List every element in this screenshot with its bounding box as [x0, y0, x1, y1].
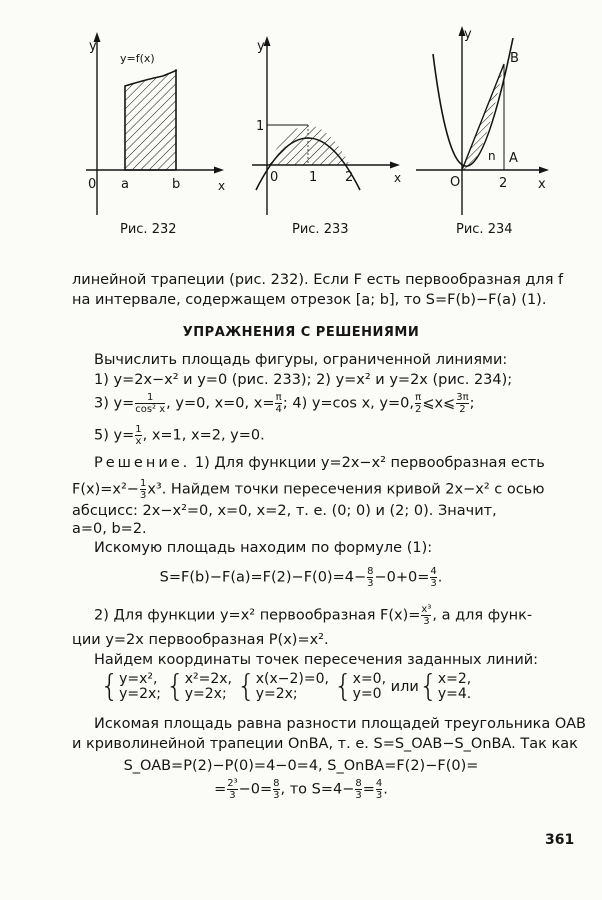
b-label: b	[172, 177, 181, 192]
y-one-label: 1	[256, 119, 265, 134]
exercise-5: 5) y= $\frac{1}{x}$ , x=1, x=2, y=0.	[94, 424, 265, 447]
fraction: $\frac{8}{3}$	[273, 778, 280, 801]
figure-232-graph	[78, 20, 228, 220]
origin-label: 0	[270, 170, 279, 185]
section-heading: УПРАЖНЕНИЯ С РЕШЕНИЯМИ	[182, 325, 420, 340]
solution-line-1: Решение. 1) Для функции y=2x−x² первообразная есть	[94, 455, 545, 471]
y-axis-label: y	[464, 27, 472, 42]
solution-2-line-1: 2) Для функции y=x² первообразная F(x)= $\frac{\text{x³}}{3}$ , а для функ-	[94, 604, 533, 627]
y-axis-label: y	[89, 39, 97, 54]
caption-233: Рис. 233	[292, 222, 349, 237]
point-a-label: A	[509, 151, 518, 166]
function-label: y=f(x)	[120, 52, 155, 65]
solution-2-line-2: ции y=2x первообразная P(x)=x².	[72, 632, 329, 648]
figure-233-graph	[244, 20, 414, 220]
fraction: $\frac{\pi}{2}$	[414, 392, 422, 415]
system-3: x(x−2)=0, y=2x;	[255, 671, 329, 702]
y-axis-label: y	[257, 39, 265, 54]
x-one-label: 1	[309, 170, 318, 185]
solution-2-line-4: Искомая площадь равна разности площадей треугольника OAB	[94, 716, 586, 732]
fraction: $\frac{\pi}{4}$	[275, 392, 282, 415]
a-label: a	[121, 177, 129, 192]
solution-line-2: F(x)=x²− $\frac{1}{3}$ x³. Найдем точки пересечения кривой 2x−x² с осью	[72, 478, 545, 501]
fraction: $\frac{3\pi}{2}$	[456, 392, 469, 415]
solution-2-line-3: Найдем координаты точек пересечения заданных линий:	[94, 652, 539, 668]
figure-234	[408, 20, 558, 220]
paragraph-line-1: линейной трапеции (рис. 232). Если F есть первообразная для f	[72, 272, 564, 288]
caption-232: Рис. 232	[120, 222, 177, 237]
exercise-1-2: 1) y=2x−x² и y=0 (рис. 233); 2) y=x² и y=2x (рис. 234);	[94, 372, 513, 388]
exercise-intro: Вычислить площадь фигуры, ограниченной линиями:	[94, 352, 508, 368]
equation-systems: {y=x², y=2x; {x²=2x, y=2x; {x(x−2)=0, y=2x; {x=0, y=0 или{x=2, y=4.	[100, 669, 472, 704]
solution-2-line-7: = $\frac{\text{2³}}{3}$ −0= $\frac{8}{3}$ , то S=4− $\frac{8}{3}$ = $\frac{4}{3}$ .	[214, 778, 388, 801]
fraction: $\frac{8}{3}$	[367, 566, 374, 589]
figure-232	[78, 20, 228, 220]
origin-label: 0	[88, 177, 97, 192]
solution-line-5: Искомую площадь находим по формуле (1):	[94, 540, 433, 556]
system-5: x=2, y=4.	[437, 671, 472, 702]
solution-line-4: a=0, b=2.	[72, 521, 147, 537]
fraction: $\frac{\text{2³}}{3}$	[227, 778, 238, 801]
fraction: $\frac{1}{3}$	[139, 478, 147, 501]
page-number: 361	[545, 832, 575, 848]
solution-line-3: абсцисс: 2x−x²=0, x=0, x=2, т. е. (0; 0) и (2; 0). Значит,	[72, 503, 497, 519]
fraction: $\frac{4}{3}$	[430, 566, 437, 589]
point-b-label: B	[510, 51, 519, 66]
x-two-label: 2	[345, 170, 354, 185]
origin-label: O	[450, 175, 461, 190]
x-axis-label: x	[394, 171, 402, 185]
solution-2-line-6: S_OAB=P(2)−P(0)=4−0=4, S_OnBA=F(2)−F(0)=	[123, 758, 479, 774]
x-axis-label: x	[538, 177, 546, 192]
caption-234: Рис. 234	[456, 222, 513, 237]
formula-1: S=F(b)−F(a)=F(2)−F(0)=4− $\frac{8}{3}$ −0+0= $\frac{4}{3}$ .	[159, 566, 443, 589]
x-axis-label: x	[218, 179, 226, 193]
paragraph-line-2: на интервале, содержащем отрезок [a; b], то S=F(b)−F(a) (1).	[72, 292, 547, 308]
x-two-label: 2	[499, 176, 508, 191]
solution-2-line-5: и криволинейной трапеции OnBA, т. е. S=S_OAB−S_OnBA. Так как	[72, 736, 578, 752]
point-n-label: n	[488, 149, 496, 163]
fraction: $\frac{1}{x}$	[135, 424, 142, 447]
figure-234-graph	[408, 20, 558, 220]
fraction: $\frac{4}{3}$	[375, 778, 383, 801]
system-2: x²=2x, y=2x;	[184, 671, 233, 702]
system-4: x=0, y=0	[352, 671, 387, 702]
fraction: $\frac{8}{3}$	[355, 778, 362, 801]
system-1: y=x², y=2x;	[119, 671, 162, 702]
exercise-3-4: 3) y= $\frac{1}{\text{cos² x}}$ , y=0, x=0, x= $\frac{\pi}{4}$ ; 4) y=cos x, y=0, $\frac{\pi}{2}$ ⩽x⩽ $\frac{3\pi}{2}$ ;	[94, 392, 475, 415]
fraction: $\frac{1}{\text{cos² x}}$	[135, 392, 166, 415]
figure-233	[244, 20, 414, 220]
fraction: $\frac{\text{x³}}{3}$	[421, 604, 432, 627]
